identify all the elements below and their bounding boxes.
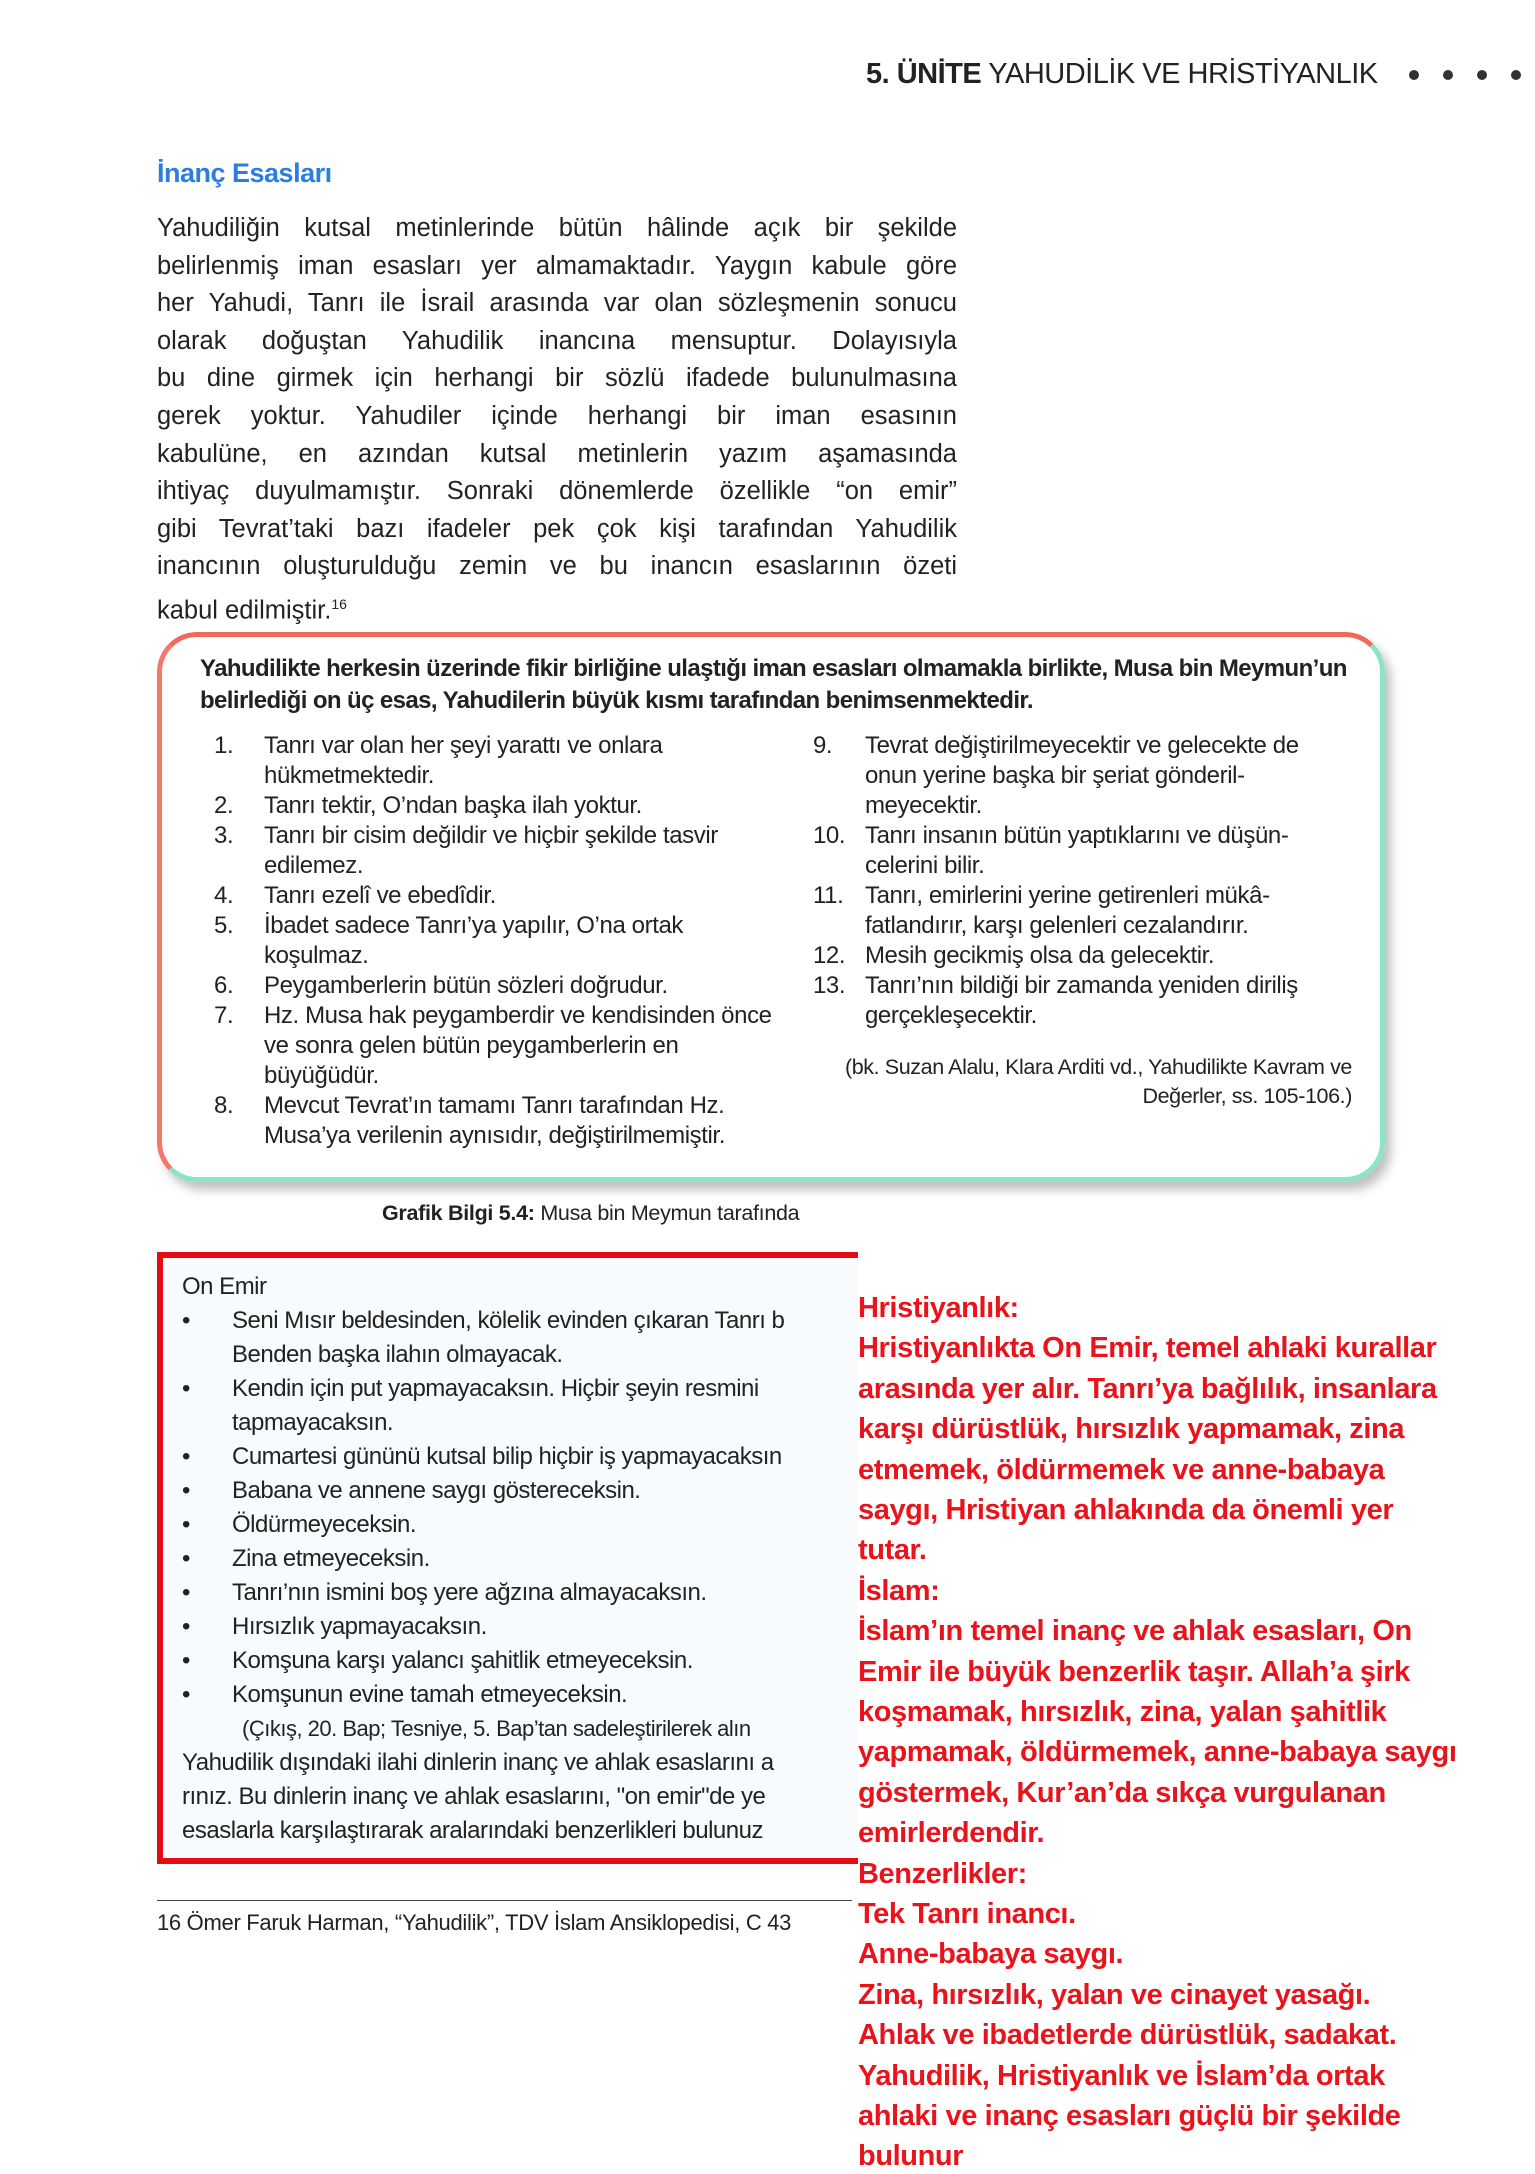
principle-item	[214, 1001, 783, 1091]
commandment-text: Seni Mısır beldesinden, kölelik evinden çıkaran Tanrı b	[232, 1307, 785, 1334]
on-emir-reference: (Çıkış, 20. Bap; Tesniye, 5. Bap’tan sadeleştirilerek alın	[242, 1716, 751, 1741]
principle-text: Tanrı’nın bildiği bir zamanda yeniden diriliş gerçekleşecektir.	[864, 972, 1298, 1029]
answer-line: tutar.	[858, 1534, 927, 1567]
principle-item	[813, 881, 1352, 941]
answer-line: emirlerdendir.	[858, 1817, 1045, 1850]
on-emir-box	[157, 1252, 858, 1864]
answer-line: ahlaki ve inanç esasları güçlü bir şekilde	[858, 2100, 1401, 2132]
task-line: Yahudilik dışındaki ilahi dinlerin inanç ve ahlak esaslarını a	[182, 1749, 774, 1776]
principle-item	[214, 881, 783, 911]
on-emir-title: On Emir	[182, 1273, 267, 1300]
principle-number: 4.	[214, 882, 234, 909]
commandment-text: Komşuna karşı yalancı şahitlik etmeyeceksin.	[232, 1647, 693, 1674]
answer-line: Tek Tanrı inancı.	[858, 1898, 1076, 1930]
commandment-text: Tanrı’nın ismini boş yere ağzına almayacaksın.	[232, 1579, 707, 1606]
task-line: rınız. Bu dinlerin inanç ve ahlak esaslarını, "on emir"de ye	[182, 1783, 766, 1810]
principle-number: 8.	[214, 1092, 234, 1119]
task-line: esaslarla karşılaştırarak aralarındaki benzerlikleri bulunuz	[182, 1817, 763, 1844]
paragraph-line-text: her Yahudi, Tanrı ile İsrail arasında var olan sözleşmenin sonucu	[157, 289, 957, 318]
principle-text: Mesih gecikmiş olsa da gelecektir.	[864, 942, 1215, 969]
paragraph-line	[157, 323, 957, 361]
principle-text: İbadet sadece Tanrı’ya yapılır, O’na ortak koşulmaz.	[264, 912, 684, 969]
principle-item	[813, 731, 1352, 821]
commandment-line	[182, 1304, 852, 1338]
principle-number: 9.	[812, 732, 833, 759]
commandment-line	[182, 1678, 852, 1712]
commandment-text: Zina etmeyeceksin.	[232, 1545, 430, 1572]
principle-number: 2.	[214, 792, 234, 819]
answer-line: Zina, hırsızlık, yalan ve cinayet yasağı.	[858, 1978, 1371, 2011]
principle-item	[214, 821, 783, 881]
info-box	[157, 632, 1385, 1182]
bullet-icon	[182, 1406, 232, 1440]
page-header	[866, 58, 1521, 91]
unit-number: 5. ÜNİTE	[866, 58, 982, 90]
answer-line: Hristiyanlıkta On Emir, temel ahlaki kurallar	[858, 1332, 1437, 1365]
principle-number: 3.	[214, 822, 234, 849]
answer-line: Ahlak ve ibadetlerde dürüstlük, sadakat.	[858, 2019, 1397, 2052]
bullet-icon: •	[182, 1443, 190, 1470]
commandment-text: Cumartesi gününü kutsal bilip hiçbir iş yapmayacaksın	[232, 1443, 782, 1470]
commandment-line	[182, 1474, 852, 1508]
principle-number: 7.	[214, 1002, 234, 1029]
bullet-icon: •	[182, 1545, 190, 1572]
principle-number: 12.	[812, 942, 846, 969]
principle-item	[813, 821, 1352, 881]
dot-icon	[1409, 70, 1419, 80]
principle-item	[813, 941, 1352, 971]
principle-number: 11.	[812, 882, 844, 909]
answer-line: yapmamak, öldürmemek, anne-babaya saygı	[858, 1736, 1457, 1769]
bullet-icon: •	[182, 1375, 190, 1402]
answer-line: Hristiyanlık:	[858, 1292, 1019, 1324]
paragraph-line-text: gerek yoktur. Yahudiler içinde herhangi bir iman esasının	[157, 401, 957, 430]
bullet-icon: •	[182, 1647, 190, 1674]
answer-line: Benzerlikler:	[858, 1857, 1027, 1890]
commandment-text: Komşunun evine tamah etmeyeceksin.	[232, 1681, 628, 1708]
on-emir-content	[182, 1270, 852, 1848]
footnote-ref: 16	[331, 595, 347, 612]
bullet-icon: •	[182, 1681, 190, 1708]
answer-line: arasında yer alır. Tanrı’ya bağlılık, insanlara	[858, 1372, 1437, 1405]
answer-line: karşı dürüstlük, hırsızlık yapmamak, zina	[858, 1413, 1405, 1446]
figure-caption	[382, 1200, 852, 1226]
paragraph-line	[157, 285, 957, 323]
paragraph-line-text: kabul edilmiştir.	[157, 596, 332, 625]
commandment-line	[182, 1508, 852, 1542]
footnote-divider	[157, 1900, 852, 1901]
bullet-icon: •	[182, 1579, 190, 1606]
paragraph-line	[157, 511, 957, 549]
paragraph-line	[157, 210, 957, 248]
principle-number: 13.	[812, 972, 846, 999]
principle-number: 6.	[214, 972, 234, 999]
principles-right-column	[813, 731, 1352, 1151]
principle-text: Hz. Musa hak peygamberdir ve kendisinden önce ve sonra gelen bütün peygamberlerin en büyüğüdür.	[264, 1002, 772, 1089]
footnote: 16 Ömer Faruk Harman, “Yahudilik”, TDV İslam Ansiklopedisi, C 43	[157, 1910, 792, 1935]
commandment-line	[182, 1610, 852, 1644]
caption-label: Grafik Bilgi 5.4:	[382, 1201, 535, 1225]
principle-text: Tanrı insanın bütün yaptıklarını ve düşüncelerini bilir.	[864, 822, 1289, 879]
info-box-intro: Yahudilikte herkesin üzerinde fikir birliğine ulaştığı iman esasları olmamakla birlikte, Musa bin Meymun’un belirlediği on üç esas, Yahudilerin büyük kısmı tarafından benimsenmektedir.	[200, 655, 1347, 714]
bullet-icon: •	[182, 1477, 190, 1504]
principle-item	[813, 971, 1352, 1031]
principle-text: Peygamberlerin bütün sözleri doğrudur.	[264, 972, 668, 999]
commandment-text: Kendin için put yapmayacaksın. Hiçbir şeyin resmini	[232, 1375, 759, 1402]
answer-line: Yahudilik, Hristiyanlık ve İslam’da ortak	[858, 2059, 1385, 2092]
answer-line: Emir ile büyük benzerlik taşır. Allah’a şirk	[858, 1655, 1410, 1688]
paragraph-line-text: bu dine girmek için herhangi bir sözlü ifadede bulunulmasına	[157, 364, 957, 393]
commandment-line	[182, 1576, 852, 1610]
answer-line: Anne-babaya saygı.	[858, 1938, 1124, 1971]
info-box-source: (bk. Suzan Alalu, Klara Arditi vd., Yahudilikte Kavram ve Değerler, ss. 105-106.)	[844, 1055, 1352, 1108]
paragraph-line	[157, 436, 957, 474]
section-heading: İnanç Esasları	[157, 158, 332, 188]
paragraph-line-text: olarak doğuştan Yahudilik inancına mensuptur. Dolayısıyla	[157, 326, 957, 355]
paragraph-line	[157, 248, 957, 286]
principle-item	[214, 971, 783, 1001]
principle-item	[214, 731, 783, 791]
bullet-icon: •	[182, 1613, 190, 1640]
commandment-text: Benden başka ilahın olmayacak.	[232, 1341, 563, 1368]
commandment-text: Öldürmeyeceksin.	[232, 1511, 417, 1538]
commandment-text: tapmayacaksın.	[232, 1409, 394, 1436]
body-paragraph	[157, 210, 957, 624]
commandment-line	[182, 1338, 852, 1372]
principle-number: 10.	[812, 822, 846, 849]
paragraph-line	[157, 586, 957, 624]
principle-number: 1.	[214, 732, 234, 759]
paragraph-line	[157, 548, 957, 586]
principle-text: Tanrı bir cisim değildir ve hiçbir şekilde tasvir edilemez.	[264, 822, 718, 879]
answer-line: koşmamak, hırsızlık, zina, yalan şahitlik	[858, 1696, 1387, 1728]
principle-text: Mevcut Tevrat’ın tamamı Tanrı tarafından Hz. Musa’ya verilenin aynısıdır, değiştirilmemiştir.	[264, 1092, 725, 1149]
principle-item	[214, 1091, 783, 1151]
principles-columns	[200, 731, 1352, 1151]
paragraph-line	[157, 473, 957, 511]
commandment-line	[182, 1440, 852, 1474]
principle-text: Tanrı, emirlerini yerine getirenleri mükâfatlandırır, karşı gelenleri cezalandırır.	[864, 882, 1271, 939]
principle-text: Tanrı tektir, O’ndan başka ilah yoktur.	[264, 792, 642, 819]
bullet-icon	[182, 1338, 232, 1372]
paragraph-line-text: belirlenmiş iman esasları yer almamaktadır. Yaygın kabule göre	[157, 251, 957, 280]
commandment-text: Babana ve annene saygı göstereceksin.	[232, 1477, 641, 1504]
principle-text: Tevrat değiştirilmeyecektir ve gelecekte de onun yerine başka bir şeriat gönderilmeyecektir.	[864, 732, 1299, 819]
principle-text: Tanrı ezelî ve ebedîdir.	[264, 882, 496, 909]
paragraph-line-text: Yahudiliğin kutsal metinlerinde bütün hâlinde açık bir şekilde	[157, 214, 957, 242]
principles-left-column	[200, 731, 783, 1151]
paragraph-line-text: gibi Tevrat’taki bazı ifadeler pek çok kişi tarafından Yahudilik	[157, 514, 957, 543]
answer-line: göstermek, Kur’an’da sıkça vurgulanan	[858, 1776, 1386, 1809]
dot-icon	[1443, 70, 1453, 80]
commandment-line	[182, 1644, 852, 1678]
principles-right-items	[813, 731, 1352, 1031]
commandment-line	[182, 1542, 852, 1576]
bullet-icon: •	[182, 1511, 190, 1538]
principle-item	[214, 911, 783, 971]
answer-line: İslam’ın temel inanç ve ahlak esasları, On	[858, 1615, 1412, 1648]
commandment-line	[182, 1372, 852, 1406]
answer-line: bulunur	[858, 2140, 964, 2173]
answer-line: etmemek, öldürmemek ve anne-babaya	[858, 1453, 1385, 1486]
principle-text: Tanrı var olan her şeyi yarattı ve onlara hükmetmektedir.	[264, 732, 663, 789]
answer-line: İslam:	[858, 1574, 940, 1607]
dot-icon	[1511, 70, 1521, 80]
commandment-line	[182, 1406, 852, 1440]
paragraph-line-text: kabulüne, en azından kutsal metinlerin yazım aşamasında	[157, 439, 957, 468]
principle-item	[214, 791, 783, 821]
paragraph-line-text: inancının oluşturulduğu zemin ve bu inancın esaslarının özeti	[157, 552, 957, 581]
caption-text: Musa bin Meymun tarafında	[540, 1201, 800, 1225]
answer-line: saygı, Hristiyan ahlakında da önemli yer	[858, 1494, 1394, 1526]
paragraph-line-text: ihtiyaç duyulmamıştır. Sonraki dönemlerde özellikle “on emir”	[157, 477, 957, 506]
dot-icon	[1477, 70, 1487, 80]
commandment-text: Hırsızlık yapmayacaksın.	[232, 1613, 487, 1640]
bullet-icon: •	[182, 1307, 190, 1334]
paragraph-line	[157, 360, 957, 398]
unit-title: YAHUDİLİK VE HRİSTİYANLIK	[988, 58, 1378, 90]
principle-number: 5.	[214, 912, 234, 939]
paragraph-line	[157, 398, 957, 436]
